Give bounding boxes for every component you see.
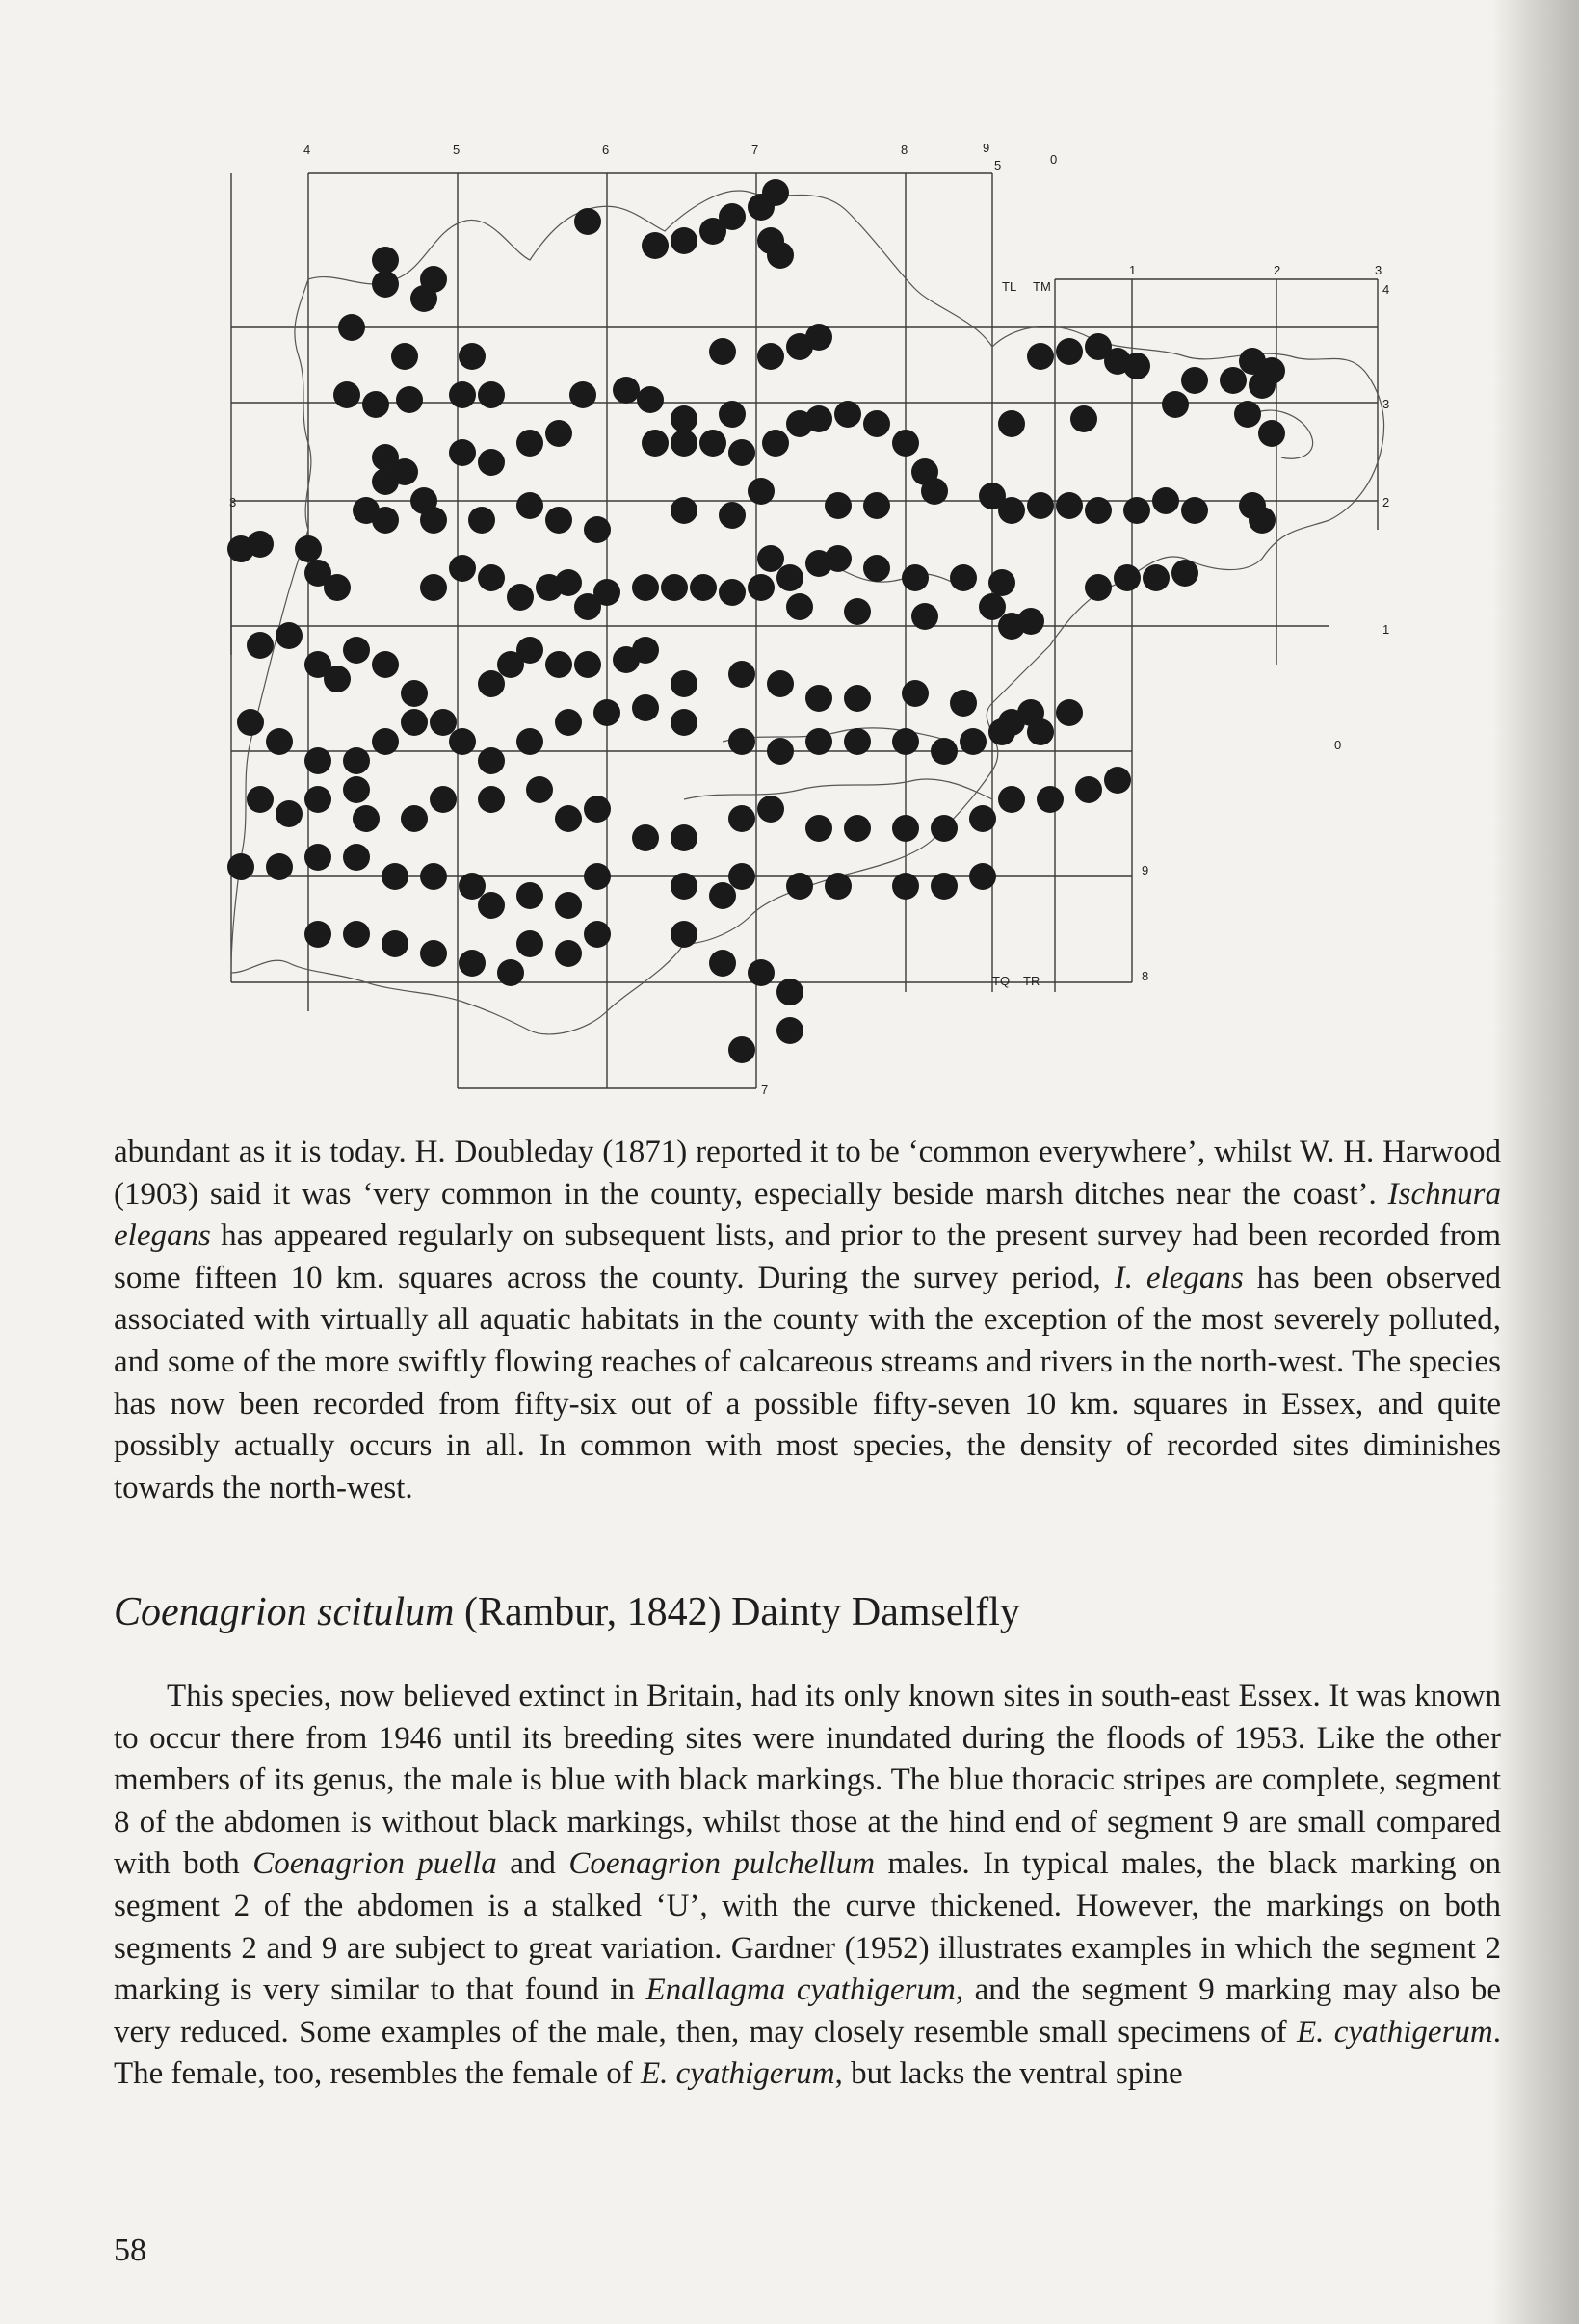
- record-dot: [555, 569, 582, 596]
- record-dot: [637, 386, 664, 413]
- record-dot: [1143, 564, 1170, 591]
- record-dot: [401, 709, 428, 736]
- record-dot: [805, 685, 832, 712]
- record-dot: [719, 203, 746, 230]
- record-dot: [1017, 608, 1044, 635]
- record-dot: [593, 579, 620, 606]
- record-dot: [362, 391, 389, 418]
- record-dot: [1027, 718, 1054, 745]
- record-dot: [998, 410, 1025, 437]
- record-dot: [969, 805, 996, 832]
- record-dot: [1249, 507, 1276, 534]
- record-dot: [391, 458, 418, 485]
- record-dot: [574, 651, 601, 678]
- record-dot: [430, 786, 457, 813]
- record-dot: [911, 603, 938, 630]
- record-dot: [420, 940, 447, 967]
- record-dot: [247, 531, 274, 558]
- record-dot: [671, 497, 697, 524]
- para2-text-6: , but lacks the ventral spine: [834, 2056, 1183, 2092]
- para2-text-5: . The female, too, resembles the female of: [114, 2014, 1502, 2092]
- record-dot: [555, 805, 582, 832]
- record-dot: [1181, 367, 1208, 394]
- record-dot: [382, 930, 408, 957]
- record-dot: [863, 555, 890, 582]
- record-dot: [555, 940, 582, 967]
- record-dot: [892, 873, 919, 900]
- para2-text-1: This species, now believed extinct in Britain, had its only known sites in south-east Essex. It was known to occur there from 1946 until its breeding sites were inundated during the floods of 1953. Like the other members of its genus, the male is blue with black markings. The blue thoracic stripes are complete, segment 8 of the abdomen is without black markings, whilst those at the hind end of segment 9 are small compared with both: [114, 1679, 1501, 1882]
- record-dot: [343, 747, 370, 774]
- record-dot: [632, 637, 659, 664]
- record-dot: [449, 555, 476, 582]
- para2-text-3: males. In typical males, the black marking on segment 2 of the abdomen is a stalked ‘U’, with the curve thickened. However, the markings on both segments 2 and 9 are subject to great variation. Gardner (1952) illustrates examples in which the segment 2 marking is very similar to that found in: [114, 1846, 1501, 2008]
- record-dot: [1152, 487, 1179, 514]
- record-dot: [632, 574, 659, 601]
- record-dot: [555, 709, 582, 736]
- record-dot: [699, 430, 726, 457]
- record-dot: [391, 343, 418, 370]
- record-dot: [863, 492, 890, 519]
- record-dot: [825, 873, 852, 900]
- grid-label-top-7: 0: [1050, 152, 1058, 167]
- record-dot: [372, 651, 399, 678]
- record-dot: [767, 242, 794, 269]
- record-dot: [1234, 401, 1261, 428]
- record-dot: [372, 247, 399, 274]
- record-dot: [671, 873, 697, 900]
- record-dot: [988, 718, 1015, 745]
- record-dot: [1171, 560, 1198, 587]
- grid-label-bottom-0: 7: [761, 1083, 769, 1097]
- record-dot: [343, 637, 370, 664]
- record-dot: [902, 564, 929, 591]
- record-dot: [343, 844, 370, 871]
- record-dot: [719, 401, 746, 428]
- record-dot: [844, 598, 871, 625]
- record-dot: [478, 381, 505, 408]
- record-dot: [266, 728, 293, 755]
- record-dot: [227, 853, 254, 880]
- record-dot: [1085, 497, 1112, 524]
- record-dot: [584, 863, 611, 890]
- record-dot: [449, 381, 476, 408]
- record-dot: [892, 815, 919, 842]
- record-dot: [584, 921, 611, 948]
- para2-species-2: Coenagrion pulchellum: [568, 1846, 876, 1882]
- record-dot: [671, 670, 697, 697]
- record-dot: [555, 892, 582, 919]
- para2-species-5: E. cyathigerum: [641, 2056, 835, 2092]
- para2-species-3: Enallagma cyathigerum: [645, 1972, 956, 2008]
- record-dot: [1104, 767, 1131, 794]
- grid-label-tm-col-2: 2: [1274, 263, 1281, 277]
- para1-species-2: I. elegans: [1114, 1260, 1244, 1295]
- record-dot: [478, 747, 505, 774]
- record-dot: [960, 728, 987, 755]
- paragraph-ischnura-elegans: [114, 1132, 1501, 1509]
- record-dot: [834, 401, 861, 428]
- record-dot: [931, 815, 958, 842]
- record-dot: [642, 430, 669, 457]
- record-dot: [632, 824, 659, 851]
- grid-label-right-2: 2: [1382, 495, 1390, 509]
- record-dot: [762, 179, 789, 206]
- grid-label-top-3: 7: [751, 143, 759, 157]
- record-dot: [786, 593, 813, 620]
- record-dot: [1027, 343, 1054, 370]
- record-dot: [295, 535, 322, 562]
- record-dot: [709, 882, 736, 909]
- grid-label-right-3: 1: [1382, 622, 1390, 637]
- grid-label-top-2: 6: [602, 143, 610, 157]
- record-dot: [478, 449, 505, 476]
- distribution-map: [145, 125, 1426, 1108]
- record-dot: [569, 381, 596, 408]
- record-dot: [671, 430, 697, 457]
- species-heading: [114, 1587, 1501, 1637]
- record-dot: [979, 593, 1006, 620]
- record-dot: [950, 564, 977, 591]
- record-dot: [661, 574, 688, 601]
- record-dot: [584, 516, 611, 543]
- record-dot: [459, 343, 486, 370]
- record-dot: [497, 959, 524, 986]
- record-dot: [545, 507, 572, 534]
- grid-label-tm-col-1: 1: [1129, 263, 1137, 277]
- record-dot: [825, 545, 852, 572]
- record-dot: [338, 314, 365, 341]
- para1-text-1: abundant as it is today. H. Doubleday (1871) reported it to be ‘common everywhere’, whilst W. H. Harwood (1903) said it was ‘very common in the county, especially beside marsh ditches near the coast’.: [114, 1135, 1501, 1212]
- grid-label-tq: TQ: [992, 974, 1011, 988]
- record-dot: [1258, 420, 1285, 447]
- record-dot: [1056, 492, 1083, 519]
- record-dot: [844, 685, 871, 712]
- grid-label-top-1: 5: [453, 143, 461, 157]
- record-dot: [468, 507, 495, 534]
- grid-label-right-6: 8: [1142, 969, 1149, 983]
- grid-label-tl: TL: [1002, 279, 1017, 294]
- grid-label-top-5: 9: [983, 141, 990, 155]
- record-dot: [516, 637, 543, 664]
- distribution-map-svg: [145, 125, 1426, 1108]
- record-dot: [671, 405, 697, 432]
- record-dot: [516, 492, 543, 519]
- record-dot: [613, 377, 640, 404]
- record-dot: [1123, 497, 1150, 524]
- record-dot: [237, 709, 264, 736]
- record-dot: [748, 478, 775, 505]
- record-dot: [304, 921, 331, 948]
- grid-label-right-5: 9: [1142, 863, 1149, 877]
- record-dot: [632, 694, 659, 721]
- record-dot: [1258, 357, 1285, 384]
- grid-label-tm: TM: [1033, 279, 1051, 294]
- record-dot: [478, 670, 505, 697]
- record-dot: [728, 728, 755, 755]
- record-dot: [719, 502, 746, 529]
- record-dot: [931, 873, 958, 900]
- record-dot: [902, 680, 929, 707]
- record-dot: [401, 805, 428, 832]
- record-dot: [728, 439, 755, 466]
- record-dot: [863, 410, 890, 437]
- heading-authority: (Rambur, 1842) Dainty Damselfly: [454, 1590, 1020, 1634]
- record-dot: [430, 709, 457, 736]
- record-dot: [719, 579, 746, 606]
- record-dot: [324, 574, 351, 601]
- record-dot: [776, 979, 803, 1005]
- record-dot: [396, 386, 423, 413]
- grid-label-right-1: 3: [1382, 397, 1390, 411]
- record-dot: [324, 666, 351, 692]
- record-dot: [574, 208, 601, 235]
- record-dot: [1075, 776, 1102, 803]
- record-dot: [516, 882, 543, 909]
- record-dot: [304, 844, 331, 871]
- record-dot: [1056, 699, 1083, 726]
- grid-label-top-0: 4: [303, 143, 311, 157]
- record-dot: [1037, 786, 1064, 813]
- record-dot: [921, 478, 948, 505]
- record-dot: [1181, 497, 1208, 524]
- record-dot: [420, 507, 447, 534]
- grid-label-top-4: 8: [901, 143, 908, 157]
- record-dot: [266, 853, 293, 880]
- record-dot: [988, 569, 1015, 596]
- heading-species-name: Coenagrion scitulum: [114, 1590, 455, 1634]
- record-dot: [401, 680, 428, 707]
- record-dot: [728, 1036, 755, 1063]
- para2-species-4: E. cyathigerum: [1296, 2014, 1493, 2050]
- record-dot: [728, 661, 755, 688]
- record-dot: [805, 728, 832, 755]
- record-dot: [276, 800, 303, 827]
- record-dot: [969, 863, 996, 890]
- record-dot: [1123, 353, 1150, 379]
- record-dot: [478, 564, 505, 591]
- record-dot: [748, 959, 775, 986]
- record-dot: [459, 873, 486, 900]
- grid-label-top-6: 5: [994, 158, 1002, 172]
- record-dot: [805, 815, 832, 842]
- grid-label-right-0: 4: [1382, 282, 1390, 297]
- para1-species-1: Ischnura elegans: [114, 1176, 1501, 1254]
- record-dot: [844, 815, 871, 842]
- record-dot: [516, 930, 543, 957]
- para1-text-2: has appeared regularly on subsequent lists, and prior to the present survey had been recorded from some fifteen 10 km. squares across the county. During the survey period,: [114, 1218, 1501, 1295]
- grid-label-tm-col-3: 3: [1375, 263, 1382, 277]
- record-dot: [1056, 338, 1083, 365]
- record-dot: [709, 950, 736, 977]
- record-dot: [1027, 492, 1054, 519]
- record-dot: [671, 824, 697, 851]
- record-dot: [671, 921, 697, 948]
- record-dot: [343, 776, 370, 803]
- record-dot: [304, 747, 331, 774]
- para2-text-2: and: [496, 1846, 569, 1882]
- record-dot: [247, 786, 274, 813]
- record-dot: [372, 728, 399, 755]
- record-dot: [353, 805, 380, 832]
- record-dot: [478, 892, 505, 919]
- record-dot: [748, 574, 775, 601]
- record-dot: [671, 227, 697, 254]
- record-dot: [343, 921, 370, 948]
- record-dot: [449, 439, 476, 466]
- record-dot: [1070, 405, 1097, 432]
- record-dot: [276, 622, 303, 649]
- record-dot: [931, 738, 958, 765]
- para1-text-3: has been observed associated with virtually all aquatic habitats in the county with the exception of the most severely polluted, and some of the more swiftly flowing reaches of calcareous streams and rivers in the north-west. The species has now been recorded from fifty-six out of a possible fifty-seven 10 km. squares in Essex, and quite possibly actually occurs in all. In common with most species, the density of recorded sites diminishes towards the north-west.: [114, 1260, 1502, 1505]
- record-dot: [757, 545, 784, 572]
- record-dot: [420, 574, 447, 601]
- para2-text-4: , and the segment 9 marking may also be very reduced. Some examples of the male, then, may closely resemble small specimens of: [114, 1972, 1501, 2050]
- record-dot: [333, 381, 360, 408]
- record-dot: [584, 796, 611, 823]
- record-dot: [805, 324, 832, 351]
- record-dot: [757, 796, 784, 823]
- record-dot: [892, 728, 919, 755]
- record-dot: [728, 805, 755, 832]
- record-dot: [516, 430, 543, 457]
- record-dot: [526, 776, 553, 803]
- record-dot: [671, 709, 697, 736]
- record-dot: [372, 271, 399, 298]
- record-dot: [420, 863, 447, 890]
- record-dot: [1114, 564, 1141, 591]
- record-dot: [767, 738, 794, 765]
- record-dot: [382, 863, 408, 890]
- record-dot: [1162, 391, 1189, 418]
- paragraph-coenagrion-scitulum: [114, 1676, 1501, 2096]
- grid-label-right-4: 0: [1334, 738, 1342, 752]
- record-dot: [304, 786, 331, 813]
- record-dot: [825, 492, 852, 519]
- record-dot: [776, 1017, 803, 1044]
- record-dot: [762, 430, 789, 457]
- record-dot: [372, 507, 399, 534]
- record-dot: [776, 564, 803, 591]
- record-dot: [593, 699, 620, 726]
- record-dot: [449, 728, 476, 755]
- record-dot: [690, 574, 717, 601]
- record-dot: [507, 584, 534, 611]
- record-dot: [767, 670, 794, 697]
- record-dot: [459, 950, 486, 977]
- record-dot: [844, 728, 871, 755]
- record-dot: [805, 405, 832, 432]
- record-dot: [950, 690, 977, 717]
- record-dot: [545, 420, 572, 447]
- record-dot: [247, 632, 274, 659]
- record-dot: [1220, 367, 1247, 394]
- record-dot: [1085, 574, 1112, 601]
- page-edge-shadow: [1492, 0, 1579, 2324]
- record-dot: [998, 497, 1025, 524]
- para2-species-1: Coenagrion puella: [252, 1846, 497, 1882]
- record-dot: [757, 343, 784, 370]
- grid-label-tr: TR: [1023, 974, 1040, 988]
- record-dot: [786, 873, 813, 900]
- grid-label-left-0: 3: [229, 495, 237, 509]
- record-dot: [478, 786, 505, 813]
- record-dot: [892, 430, 919, 457]
- record-dot: [642, 232, 669, 259]
- record-dot: [998, 786, 1025, 813]
- record-dot: [728, 863, 755, 890]
- record-dot: [420, 266, 447, 293]
- page-number: 58: [114, 2233, 146, 2268]
- record-dot: [516, 728, 543, 755]
- record-dot: [709, 338, 736, 365]
- record-dot: [545, 651, 572, 678]
